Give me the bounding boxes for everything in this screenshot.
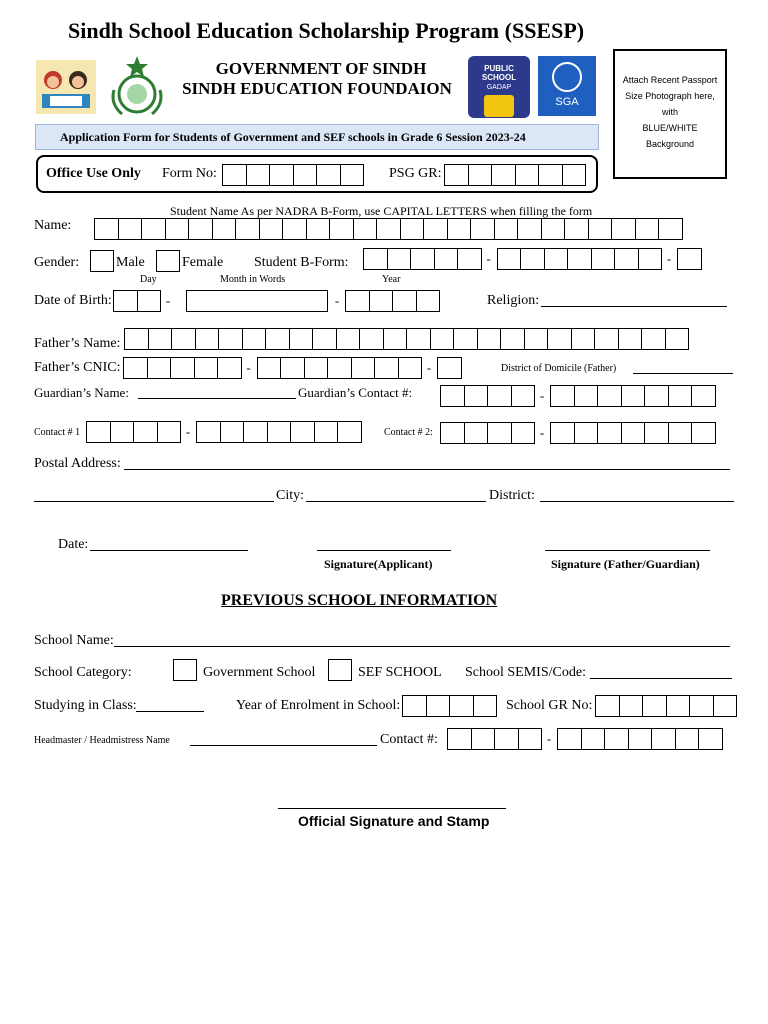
guardian-contact-label: Guardian’s Contact #: (298, 385, 413, 400)
passport-photo-box[interactable] (613, 49, 727, 179)
district-line[interactable] (540, 501, 734, 502)
city-line[interactable] (306, 501, 486, 502)
semis-code-label: School SEMIS/Code: (465, 665, 586, 680)
dob-label: Date of Birth: (34, 293, 112, 308)
studying-class-line[interactable] (136, 711, 204, 712)
form-title: Sindh School Education Scholarship Program (SSESP) (68, 18, 585, 43)
day-hint: Day (140, 274, 157, 285)
public-school-label: PUBLIC SCHOOL (481, 64, 517, 82)
year-hint: Year (382, 274, 401, 285)
headmaster-label: Headmaster / Headmistress Name (34, 735, 170, 746)
father-cnic-boxes[interactable] (123, 357, 461, 379)
male-label: Male (116, 255, 145, 270)
postal-address-line[interactable] (124, 469, 730, 470)
school-contact-dash: - (546, 731, 552, 746)
office-use-label: Office Use Only (46, 166, 141, 181)
guardian-signature-line[interactable] (545, 550, 710, 551)
bform-dash-1: - (486, 251, 491, 266)
father-name-label: Father’s Name: (34, 336, 121, 351)
photo-instruction-1: Attach Recent Passport (622, 75, 718, 85)
headmaster-line[interactable] (190, 745, 377, 746)
photo-instruction-5: Background (645, 139, 695, 149)
city-label: City: (276, 488, 305, 503)
dob-month-field[interactable] (186, 290, 328, 312)
school-gr-boxes[interactable] (595, 695, 736, 717)
domicile-label: District of Domicile (Father) (501, 363, 617, 374)
school-name-label: School Name: (34, 633, 114, 648)
contact2-dash: - (539, 425, 545, 440)
form-no-boxes[interactable] (222, 164, 363, 186)
contact1-dash: - (185, 424, 191, 439)
name-boxes[interactable] (94, 218, 682, 240)
female-checkbox[interactable] (156, 250, 180, 272)
religion-line[interactable] (541, 306, 727, 307)
guardian-contact-boxes[interactable] (440, 385, 715, 407)
contact1-boxes[interactable] (86, 421, 361, 443)
dob-day-boxes[interactable] (113, 290, 176, 312)
applicant-signature-line[interactable] (317, 550, 451, 551)
date-line[interactable] (90, 550, 248, 551)
form-no-label: Form No: (162, 166, 217, 181)
psg-gr-boxes[interactable] (444, 164, 585, 186)
cnic-dash-1: - (246, 360, 251, 375)
name-label: Name: (34, 218, 72, 233)
bform-label: Student B-Form: (254, 255, 349, 270)
school-contact-boxes[interactable] (447, 728, 722, 750)
photo-instruction-4: BLUE/WHITE (642, 123, 698, 133)
semis-code-line[interactable] (590, 678, 732, 679)
applicant-signature-label: Signature(Applicant) (324, 557, 433, 571)
cnic-dash-2: - (426, 360, 432, 375)
name-hint: Student Name As per NADRA B-Form, use CAPITAL LETTERS when filling the form (170, 204, 593, 218)
contact2-boxes[interactable] (440, 422, 715, 444)
public-school-gadap-logo (468, 56, 530, 118)
school-name-line[interactable] (114, 646, 730, 647)
school-category-label: School Category: (34, 665, 132, 680)
sef-school-checkbox[interactable] (328, 659, 352, 681)
month-hint: Month in Words (220, 274, 286, 285)
male-checkbox[interactable] (90, 250, 114, 272)
previous-school-heading: PREVIOUS SCHOOL INFORMATION (221, 592, 498, 609)
photo-instruction-2: Size Photograph here, (625, 91, 715, 101)
bform-boxes[interactable] (363, 248, 701, 270)
dob-dash-1: - (165, 293, 171, 308)
enrolment-year-boxes[interactable] (402, 695, 496, 717)
guardian-dash: - (539, 388, 545, 403)
gadap-label: GADAP (486, 84, 512, 91)
postal-address-label: Postal Address: (34, 456, 121, 471)
dob-dash-2: - (334, 293, 340, 308)
dob-year-boxes[interactable] (329, 290, 439, 312)
contact2-label: Contact # 2: (384, 427, 433, 438)
foundation-heading: SINDH EDUCATION FOUNDAION (182, 79, 452, 98)
father-name-boxes[interactable] (124, 328, 688, 350)
date-label: Date: (58, 537, 89, 552)
domicile-line[interactable] (633, 373, 733, 374)
contact1-label: Contact # 1 (34, 427, 81, 438)
sga-label: SGA (555, 96, 579, 108)
enrolment-year-label: Year of Enrolment in School: (236, 698, 401, 713)
children-reading-logo (36, 60, 96, 114)
official-signature-label: Official Signature and Stamp (298, 813, 490, 829)
district-label: District: (489, 488, 535, 503)
female-label: Female (182, 255, 224, 270)
religion-label: Religion: (487, 293, 540, 308)
gender-label: Gender: (34, 255, 80, 270)
psg-gr-label: PSG GR: (389, 166, 442, 181)
postal-address-line-2[interactable] (34, 501, 274, 502)
government-school-checkbox[interactable] (173, 659, 197, 681)
sindh-emblem-logo (106, 54, 168, 118)
guardian-signature-label: Signature (Father/Guardian) (551, 557, 700, 571)
bform-dash-2: - (666, 251, 672, 266)
guardian-name-label: Guardian’s Name: (34, 385, 129, 400)
guardian-name-line[interactable] (138, 398, 296, 399)
father-cnic-label: Father’s CNIC: (34, 360, 121, 375)
photo-instruction-3: with (661, 107, 678, 117)
sef-school-label: SEF SCHOOL (358, 665, 442, 680)
studying-class-label: Studying in Class: (34, 698, 137, 713)
official-signature-line[interactable] (278, 808, 506, 809)
sga-logo (538, 56, 596, 116)
application-banner: Application Form for Students of Government and SEF schools in Grade 6 Session 2023-24 (35, 124, 599, 150)
school-contact-label: Contact #: (380, 732, 438, 747)
school-gr-label: School GR No: (506, 698, 593, 713)
government-heading: GOVERNMENT OF SINDH (215, 59, 427, 78)
government-school-label: Government School (203, 665, 316, 680)
